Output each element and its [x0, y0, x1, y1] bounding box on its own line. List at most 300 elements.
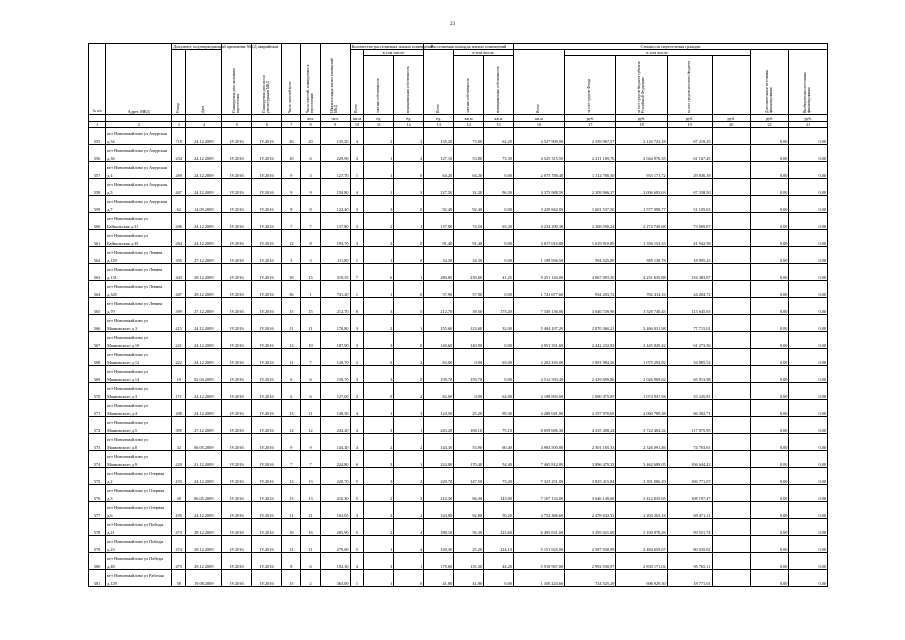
column-number-cell: 3 — [172, 122, 186, 128]
unit-cell: кв.м — [513, 115, 564, 122]
cell-cr: 3 100 878,26 — [616, 519, 667, 536]
cell-area: 193,70 — [320, 230, 350, 247]
table-row — [89, 434, 828, 451]
cell-cr: 2 120 723,18 — [616, 128, 667, 145]
address-line-2: Маяковского д.9 — [107, 462, 138, 467]
cell-cf: 3 825 415,84 — [565, 468, 616, 485]
cell-cf: 4 867 093,50 — [565, 264, 616, 281]
cell-plan: IV.2016 — [222, 264, 252, 281]
cell-res: 8 — [282, 196, 301, 213]
cell-rm: 0 — [394, 332, 424, 349]
column-number-cell: 9 — [320, 122, 350, 128]
cell-date: 24.12.2009 — [186, 315, 222, 332]
address-line-1: пгт Новоизмайлово ул Озерная — [107, 471, 165, 476]
table-row — [89, 502, 828, 519]
cell-plan: IV.2016 — [222, 349, 252, 366]
address-line-2: д.23 — [107, 547, 115, 552]
address-line-2: Маяковского д.8 — [107, 445, 138, 450]
cell-res: 13 — [282, 332, 301, 349]
cell-num: 58 — [172, 570, 186, 587]
cell-rp: 2 — [364, 230, 394, 247]
cell-area: 127,00 — [320, 383, 350, 400]
cell-ce: 0,00 — [750, 281, 788, 298]
address-line-2: д.3 — [107, 496, 113, 501]
table-row — [89, 213, 828, 230]
unit-cell: руб. — [712, 115, 750, 122]
cell-ap: 53,80 — [454, 145, 484, 162]
cell-am: 41,25 — [484, 264, 514, 281]
cell-date: 24.12.2009 — [186, 383, 222, 400]
cell-cl: 65 913,98 — [667, 366, 712, 383]
cell-cf: 724 525,29 — [565, 570, 616, 587]
column-number-cell: 21 — [750, 122, 788, 128]
cell-res: 15 — [282, 298, 301, 315]
address-line-2: Маяковского д.4 — [107, 411, 138, 416]
table-row — [89, 400, 828, 417]
cell-ap: 0,00 — [454, 383, 484, 400]
cell-dem: IV.2016 — [252, 281, 282, 298]
address-cell — [106, 400, 172, 417]
cell-cf: 1 112 780,50 — [565, 162, 616, 179]
cell-ct: 4 527 909,00 — [513, 128, 564, 145]
cell-area: 149,30 — [320, 400, 350, 417]
cell-am: 50,20 — [484, 502, 514, 519]
cell-dem: IV.2016 — [252, 434, 282, 451]
cell-plan: IV.2016 — [222, 502, 252, 519]
cell-co: 0,00 — [789, 468, 828, 485]
table-body — [89, 128, 828, 587]
cell-area: 210,30 — [320, 485, 350, 502]
address-line-2: Маяковского д.12 — [107, 360, 140, 365]
cell-pres: 7 — [301, 349, 320, 366]
cell-rm: 1 — [394, 417, 424, 434]
cell-ce: 0,00 — [750, 298, 788, 315]
table-row — [89, 468, 828, 485]
cell-num: 269 — [172, 162, 186, 179]
cell-at: 280,85 — [424, 264, 454, 281]
cell-dem: IV.2016 — [252, 349, 282, 366]
cell-rt: 3 — [350, 332, 364, 349]
cell-rm: 2 — [394, 349, 424, 366]
address-line-2: д.34 — [107, 139, 115, 144]
cell-cf: 1 601 537,50 — [565, 196, 616, 213]
cell-rt: 4 — [350, 128, 364, 145]
cell-plan: IV.2016 — [222, 434, 252, 451]
cell-ce: 0,00 — [750, 468, 788, 485]
address-line-2: д.48 — [107, 564, 115, 569]
cell-at: 144,30 — [424, 434, 454, 451]
empty-cell — [712, 179, 750, 196]
cell-ce: 0,00 — [750, 230, 788, 247]
unit-cell — [282, 115, 301, 122]
cell-area: 122,40 — [320, 196, 350, 213]
cell-plan: IV.2016 — [222, 230, 252, 247]
cell-cl: 80 035,02 — [667, 536, 712, 553]
cell-num: 474 — [172, 536, 186, 553]
address-line-2: Маяковского д.3 — [107, 394, 138, 399]
cell-no: 575 — [89, 468, 106, 485]
cell-cr: 2 204 263,18 — [616, 502, 667, 519]
table-row — [89, 485, 828, 502]
header-total-area: Общая площадь жилых помещений МКД — [320, 44, 350, 115]
cell-rt: 3 — [350, 145, 364, 162]
address-cell — [106, 570, 172, 587]
cell-res: 13 — [282, 485, 301, 502]
cell-ce: 0,00 — [750, 332, 788, 349]
address-line-2: д.5 — [107, 190, 113, 195]
address-cell — [106, 434, 172, 451]
address-line-1: пгт Новоизмайлово ул — [107, 369, 148, 374]
cell-res: 11 — [282, 502, 301, 519]
cell-no: 571 — [89, 400, 106, 417]
unit-cell: чел. — [301, 115, 320, 122]
cell-no: 574 — [89, 451, 106, 468]
table-row — [89, 451, 828, 468]
address-line-1: пгт Новоизмайлово ул Амурская — [107, 148, 167, 153]
cell-no: 581 — [89, 570, 106, 587]
cell-area: 229,90 — [320, 145, 350, 162]
address-cell — [106, 179, 172, 196]
table-row — [89, 332, 828, 349]
cell-rm: 2 — [394, 145, 424, 162]
cell-rt: 4 — [350, 400, 364, 417]
address-line-2: д.79 — [107, 309, 115, 314]
cell-am: 44,20 — [484, 553, 514, 570]
cell-ap: 140,90 — [454, 332, 484, 349]
cell-cr: 3 722 404,32 — [616, 417, 667, 434]
cell-cf: 3 896 479,33 — [565, 451, 616, 468]
cell-am: 123,60 — [484, 519, 514, 536]
cell-cr: 1 577 098,77 — [616, 196, 667, 213]
cell-area: 111,80 — [320, 247, 350, 264]
cell-cf: 1 091 984,56 — [565, 349, 616, 366]
cell-rp: 3 — [364, 366, 394, 383]
header-cost-incl: в том числе: — [565, 50, 751, 56]
column-number-cell: 4 — [186, 122, 222, 128]
empty-cell — [712, 502, 750, 519]
empty-cell — [712, 383, 750, 400]
cell-co: 0,00 — [789, 213, 828, 230]
address-line-1: пгт Новоизмайлово ул Левина — [107, 250, 163, 255]
cell-rt: 1 — [350, 247, 364, 264]
cell-res: 7 — [282, 213, 301, 230]
cell-date: 24.12.2009 — [186, 162, 222, 179]
cell-pres: 6 — [301, 145, 320, 162]
cell-at: 137,80 — [424, 213, 454, 230]
empty-cell — [712, 366, 750, 383]
header-rooms-total: Всего — [350, 50, 364, 115]
cell-ap: 73,00 — [454, 128, 484, 145]
address-line-1: пгт Новоизмайлово ул — [107, 216, 148, 221]
cell-rt: 4 — [350, 417, 364, 434]
cell-res: 11 — [282, 536, 301, 553]
cell-co: 0,00 — [789, 366, 828, 383]
cell-cl: 18 995,23 — [667, 247, 712, 264]
cell-am: 62,20 — [484, 128, 514, 145]
cell-num: 171 — [172, 383, 186, 400]
cell-pres: 6 — [301, 553, 320, 570]
cell-rp: 2 — [364, 128, 394, 145]
unit-cell: кв.м — [350, 115, 364, 122]
empty-cell — [712, 247, 750, 264]
cell-co: 0,00 — [789, 451, 828, 468]
cell-ct: 4 525 315,50 — [513, 145, 564, 162]
cell-rt: 3 — [350, 502, 364, 519]
cell-co: 0,00 — [789, 230, 828, 247]
cell-am: 0,00 — [484, 247, 514, 264]
cell-res: 8 — [282, 553, 301, 570]
cell-rt: 5 — [350, 485, 364, 502]
cell-area: 126,70 — [320, 349, 350, 366]
cell-ce: 0,00 — [750, 553, 788, 570]
cell-ce: 0,00 — [750, 315, 788, 332]
cell-cf: 2 442 232,82 — [565, 332, 616, 349]
cell-date: 29.12.2009 — [186, 519, 222, 536]
cell-rm: 2 — [394, 434, 424, 451]
cell-num: 234 — [172, 145, 186, 162]
cell-res: 11 — [282, 349, 301, 366]
cell-rm: 2 — [394, 468, 424, 485]
cell-plan: IV.2016 — [222, 417, 252, 434]
cell-res: 11 — [282, 315, 301, 332]
header-cost-total: Всего — [513, 50, 564, 115]
table-row — [89, 553, 828, 570]
address-line-1: пгт Новоизмайлово ул — [107, 420, 148, 425]
column-number-cell: 1 — [89, 122, 106, 128]
cell-cl: 74 763,61 — [667, 434, 712, 451]
empty-cell — [712, 315, 750, 332]
cell-date: 14.09.2009 — [186, 196, 222, 213]
empty-cell — [712, 196, 750, 213]
cell-ap: 64,20 — [454, 162, 484, 179]
address-line-1: пгт Новоизмайлово ул — [107, 454, 148, 459]
cell-at: 34,30 — [424, 247, 454, 264]
cell-date: 24.12.2009 — [186, 128, 222, 145]
cell-date: 21.12.2009 — [186, 451, 222, 468]
cell-at: 210,30 — [424, 485, 454, 502]
cell-date: 27.12.2009 — [186, 417, 222, 434]
table-row — [89, 264, 828, 281]
cell-area: 741,20 — [320, 281, 350, 298]
cell-pres: 3 — [301, 162, 320, 179]
cell-ce: 0,00 — [750, 434, 788, 451]
cell-am: 73,20 — [484, 468, 514, 485]
cell-no: 566 — [89, 315, 106, 332]
cell-ct: 4 375 988,50 — [513, 179, 564, 196]
cell-dem: IV.2016 — [252, 553, 282, 570]
header-rooms-group: Количество расселяемых жилых помещений — [351, 44, 434, 49]
cell-ct: 4 951 351,60 — [513, 332, 564, 349]
cell-res: 13 — [282, 400, 301, 417]
cell-num: 28 — [172, 485, 186, 502]
cell-cr: 3 412 835,65 — [616, 485, 667, 502]
cell-num: 195 — [172, 502, 186, 519]
cell-rm: 2 — [394, 383, 424, 400]
cell-cl: 134 483,97 — [667, 264, 712, 281]
cell-rp: 1 — [364, 281, 394, 298]
cell-plan: IV.2016 — [222, 468, 252, 485]
cell-ap: 39,50 — [454, 298, 484, 315]
address-cell — [106, 264, 172, 281]
cell-am: 0,00 — [484, 230, 514, 247]
cell-rp: 0 — [364, 383, 394, 400]
cell-cl: 29 836,18 — [667, 162, 712, 179]
cell-ap: 31,20 — [454, 179, 484, 196]
cell-ce: 0,00 — [750, 485, 788, 502]
address-line-1: пгт Новоизмайлово ул Победы — [107, 522, 164, 527]
header-cost-blank — [712, 56, 750, 115]
cell-cl: 113 645,65 — [667, 298, 712, 315]
cell-rm: 0 — [394, 281, 424, 298]
column-number-cell: 12 — [394, 122, 424, 128]
header-doc-number: Номер — [172, 50, 186, 115]
cell-rt: 1 — [350, 281, 364, 298]
cell-area: 212,70 — [320, 298, 350, 315]
unit-cell: руб. — [565, 115, 616, 122]
cell-rm: 1 — [394, 315, 424, 332]
cell-dem: IV.2016 — [252, 383, 282, 400]
cell-pres: 11 — [301, 536, 320, 553]
cell-rp: 1 — [364, 162, 394, 179]
cell-ct: 5 918 967,00 — [513, 553, 564, 570]
cell-ap: 92,40 — [454, 196, 484, 213]
address-cell — [106, 553, 172, 570]
cell-date: 24.12.2009 — [186, 230, 222, 247]
cell-plan: IV.2016 — [222, 451, 252, 468]
header-area-municipal: муниципальная собственность — [484, 56, 514, 115]
cell-at: 92,40 — [424, 196, 454, 213]
cell-am: 63,30 — [484, 213, 514, 230]
header-rooms-incl: в том числе: — [364, 50, 424, 56]
unit-cell — [252, 115, 282, 122]
cell-num: 355 — [172, 247, 186, 264]
cell-co: 0,00 — [789, 383, 828, 400]
cell-co: 0,00 — [789, 485, 828, 502]
header-cost-region: за счет средств бюджета субъекта Российской Федерации — [616, 56, 667, 115]
cell-plan: IV.2016 — [222, 383, 252, 400]
address-line-2: д.6 — [107, 513, 113, 518]
cell-cl: 33 245,81 — [667, 383, 712, 400]
cell-rt: 2 — [350, 349, 364, 366]
cell-num: 208 — [172, 400, 186, 417]
unit-cell — [222, 115, 252, 122]
cell-dem: IV.2016 — [252, 366, 282, 383]
empty-cell — [712, 162, 750, 179]
cell-cr: 2 026 969,62 — [616, 366, 667, 383]
unit-cell: руб. — [616, 115, 667, 122]
cell-num: 284 — [172, 230, 186, 247]
cell-rm: 3 — [394, 485, 424, 502]
header-residents: Число жителей всего — [282, 44, 301, 115]
cell-num: 718 — [172, 128, 186, 145]
cell-ap: 147,50 — [454, 468, 484, 485]
cell-cl: 41 942,58 — [667, 230, 712, 247]
cell-cl: 117 075,95 — [667, 417, 712, 434]
cell-pres: 15 — [301, 298, 320, 315]
cell-dem: IV.2016 — [252, 196, 282, 213]
cell-co: 0,00 — [789, 315, 828, 332]
empty-cell — [712, 264, 750, 281]
cell-no: 567 — [89, 332, 106, 349]
address-line-2: Байкальская д.31 — [107, 224, 139, 229]
cell-plan: IV.2016 — [222, 553, 252, 570]
address-line-2: д.4 — [107, 173, 113, 178]
table-row — [89, 349, 828, 366]
header-doc-group: Документ, подтверждающий признание МКД аварийным — [173, 44, 279, 49]
cell-co: 0,00 — [789, 145, 828, 162]
cell-ct: 5 151 925,00 — [513, 536, 564, 553]
cell-rp: 1 — [364, 536, 394, 553]
cell-co: 0,00 — [789, 570, 828, 587]
cell-date: 24.12.2009 — [186, 502, 222, 519]
cell-cl: 95 765,11 — [667, 553, 712, 570]
cell-cl: 106 644,42 — [667, 451, 712, 468]
cell-pres: 7 — [301, 213, 320, 230]
cell-plan: IV.2016 — [222, 400, 252, 417]
cell-co: 0,00 — [789, 349, 828, 366]
units-row — [89, 115, 828, 122]
address-cell — [106, 519, 172, 536]
cell-cr: 2 060 789,38 — [616, 400, 667, 417]
cell-ct: 2 198 693,00 — [513, 383, 564, 400]
cell-cf: 2 419 699,80 — [565, 366, 616, 383]
address-line-2: д.7 — [107, 207, 113, 212]
cell-ce: 0,00 — [750, 213, 788, 230]
cell-cf: 2 501 165,33 — [565, 434, 616, 451]
address-cell — [106, 349, 172, 366]
cell-pres: 6 — [301, 366, 320, 383]
column-number-cell: 7 — [282, 122, 301, 128]
empty-cell — [712, 128, 750, 145]
cell-cl: 108 197,47 — [667, 485, 712, 502]
cell-date: 24.12.2009 — [186, 332, 222, 349]
table-row — [89, 162, 828, 179]
cell-res: 6 — [282, 383, 301, 400]
cell-rt: 4 — [350, 553, 364, 570]
empty-cell — [712, 417, 750, 434]
cell-co: 0,00 — [789, 162, 828, 179]
cell-ap: 66,30 — [454, 485, 484, 502]
empty-cell — [712, 400, 750, 417]
cell-cr: 2 445 845,42 — [616, 332, 667, 349]
cell-dem: IV.2016 — [252, 315, 282, 332]
header-address: Адрес МКД — [106, 44, 172, 115]
cell-ct: 1 350 223,60 — [513, 570, 564, 587]
cell-num: 215 — [172, 315, 186, 332]
cell-at: 127,50 — [424, 179, 454, 196]
cell-dem: IV.2016 — [252, 145, 282, 162]
empty-cell — [712, 230, 750, 247]
cell-no: 557 — [89, 162, 106, 179]
cell-no: 570 — [89, 383, 106, 400]
cell-rm: 5 — [394, 298, 424, 315]
cell-ct: 3 229 842,00 — [513, 196, 564, 213]
cell-no: 555 — [89, 128, 106, 145]
cell-res: 9 — [282, 434, 301, 451]
column-number-cell: 11 — [364, 122, 394, 128]
cell-co: 0,00 — [789, 434, 828, 451]
address-cell — [106, 417, 172, 434]
cell-rt: 3 — [350, 230, 364, 247]
address-cell — [106, 468, 172, 485]
cell-cr: 2 830 171,02 — [616, 553, 667, 570]
unit-cell: руб. — [667, 115, 712, 122]
empty-cell — [712, 451, 750, 468]
cell-am: 62,00 — [484, 383, 514, 400]
cell-ap: 25,20 — [454, 536, 484, 553]
cell-co: 0,00 — [789, 417, 828, 434]
cell-cr: 3 462 689,05 — [616, 451, 667, 468]
